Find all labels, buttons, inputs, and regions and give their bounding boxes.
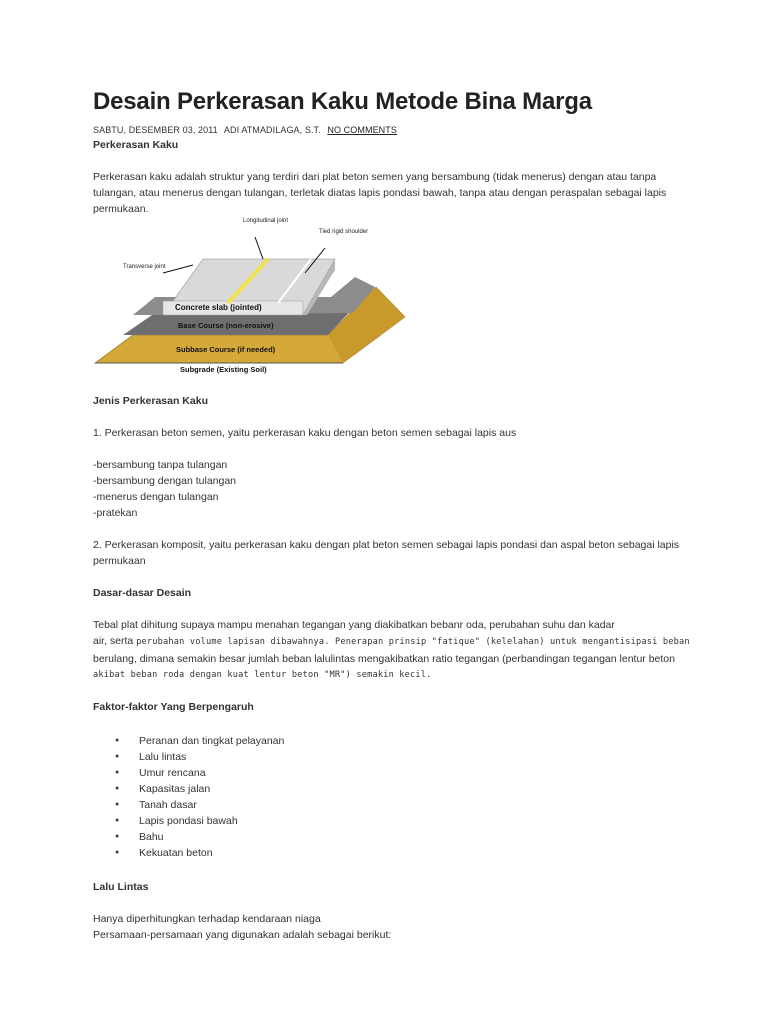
list-item: ● Lalu lintas <box>115 749 284 765</box>
section-heading-jenis: Jenis Perkerasan Kaku <box>93 395 208 407</box>
label-tied-shoulder-text: Tied rigid shoulder <box>319 229 369 235</box>
list-item: ● Bahu <box>115 829 284 845</box>
list-item: ● Peranan dan tingkat pelayanan <box>115 733 284 749</box>
post-author: ADI ATMADILAGA, S.T. <box>223 125 321 135</box>
subtype-item: -bersambung tanpa tulangan <box>93 459 228 471</box>
pavement-diagram <box>93 215 413 380</box>
list-item: ● Umur rencana <box>115 765 284 781</box>
post-date: SABTU, DESEMBER 03, 2011 <box>93 125 218 135</box>
list-item: ● Kapasitas jalan <box>115 781 284 797</box>
intro-line: permukaan. <box>93 203 149 215</box>
design-line-2-rest: perubahan volume lapisan dibawahnya. Penerapan prinsip "fatique" (kelelahan) untuk mengantisipasi beban <box>136 637 690 647</box>
label-base-course: Base Course (non-erosive) <box>178 321 274 330</box>
intro-line: Perkerasan kaku adalah struktur yang terdiri dari plat beton semen yang bersambung (tidak menerus) dengan atau tanpa <box>93 171 657 183</box>
label-subgrade: Subgrade (Existing Soil) <box>180 365 267 374</box>
design-line <box>93 633 690 650</box>
section-heading-dasar-desain: Dasar-dasar Desain <box>93 587 192 599</box>
type-1-text: 1. Perkerasan beton semen, yaitu perkerasan kaku dengan beton semen sebagai lapis aus <box>93 427 517 439</box>
label-transverse-text: Transverse joint <box>123 264 166 270</box>
intro-line: tulangan, atau menerus dengan tulangan, terletak diatas lapis pondasi bawah, tanpa atau dengan peraspalan sebagai lapis <box>93 187 667 199</box>
subtype-item: -bersambung dengan tulangan <box>93 475 237 487</box>
design-line: akibat beban roda dengan kuat lentur beton "MR") semakin kecil. <box>93 670 432 680</box>
traffic-line: Persamaan-persamaan yang digunakan adalah sebagai berikut: <box>93 929 392 941</box>
design-line-2-start: air, serta <box>93 635 137 647</box>
section-heading-perkerasan-kaku: Perkerasan Kaku <box>93 139 179 151</box>
post-meta <box>93 125 397 135</box>
factors-list <box>115 733 284 861</box>
design-line: Tebal plat dihitung supaya mampu menahan tegangan yang diakibatkan bebanr oda, perubahan suhu dan kadar <box>93 619 615 631</box>
subtype-item: -menerus dengan tulangan <box>93 491 219 503</box>
traffic-line: Hanya diperhitungkan terhadap kendaraan niaga <box>93 913 321 925</box>
subtype-item: -pratekan <box>93 507 138 519</box>
section-heading-faktor: Faktor-faktor Yang Berpengaruh <box>93 701 254 713</box>
list-item: ● Lapis pondasi bawah <box>115 813 284 829</box>
label-transverse <box>123 264 166 270</box>
label-concrete-slab: Concrete slab (jointed) <box>175 303 262 312</box>
section-heading-lalu-lintas: Lalu Lintas <box>93 881 149 893</box>
list-item: ● Kekuatan beton <box>115 845 284 861</box>
arrow-longitudinal <box>255 237 263 259</box>
page-title: Desain Perkerasan Kaku Metode Bina Marga <box>93 88 592 115</box>
list-item: ● Tanah dasar <box>115 797 284 813</box>
type-2-line: 2. Perkerasan komposit, yaitu perkerasan kaku dengan plat beton semen sebagai lapis pondasi dan aspal beton sebagai lapis <box>93 539 680 551</box>
design-line: berulang, dimana semakin besar jumlah beban lalulintas mengakibatkan ratio tegangan (perbandingan tegangan lentur beton <box>93 653 675 665</box>
type-2-line: permukaan <box>93 555 146 567</box>
comments-link[interactable]: NO COMMENTS <box>327 125 397 135</box>
label-longitudinal <box>243 218 288 224</box>
label-subbase-course: Subbase Course (if needed) <box>176 345 276 354</box>
arrow-transverse <box>163 265 193 273</box>
label-longitudinal-text: Longitudinal joint <box>243 218 289 224</box>
label-tied-shoulder <box>319 229 368 235</box>
